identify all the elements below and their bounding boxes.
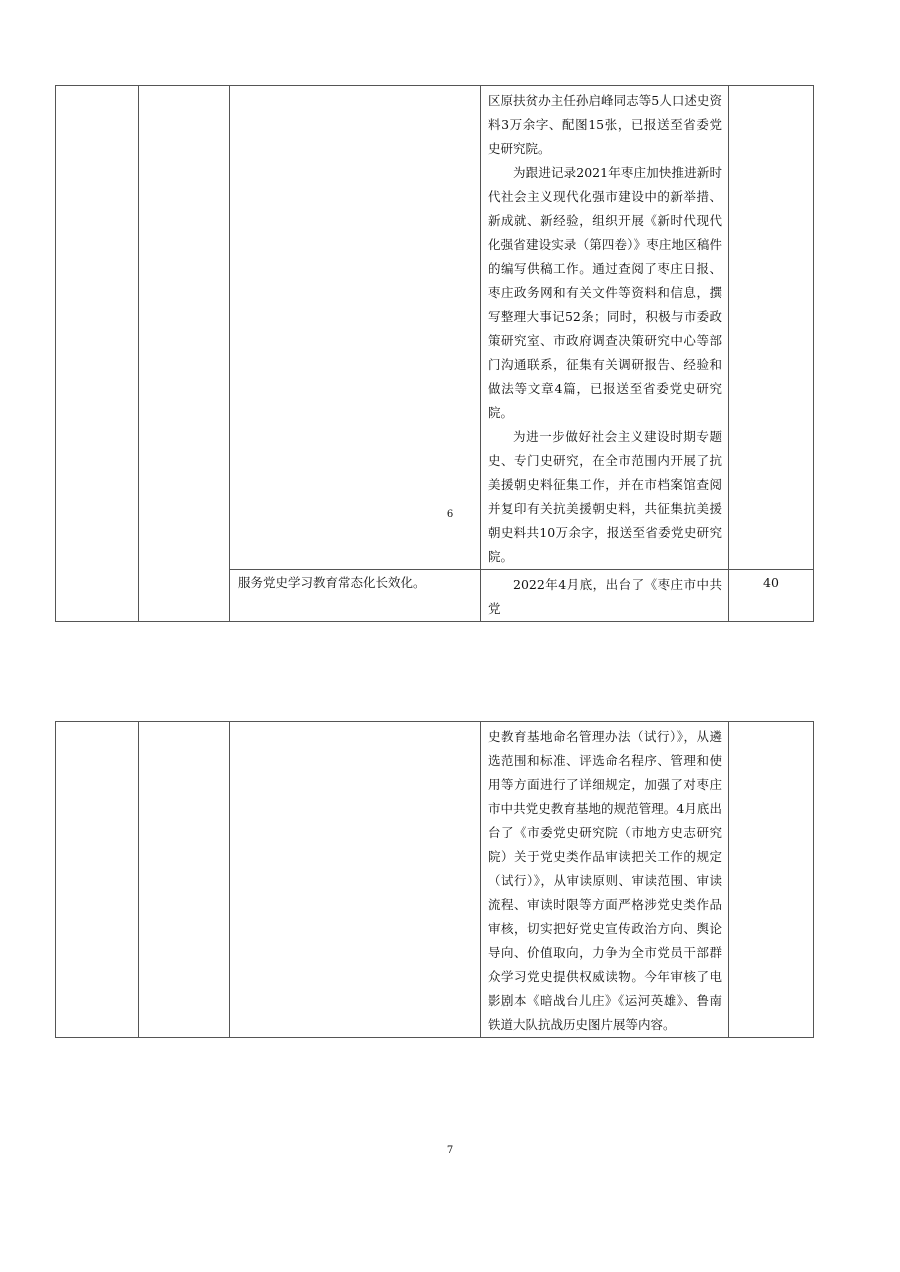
paragraph: 史教育基地命名管理办法（试行）》，从遴选范围和标准、评选命名程序、管理和使用等方面进行了详细规定，加强了对枣庄市中共党史教育基地的规范管理。4月底出台了《市委党史研究院（市地方史志研究院）关于党史类作品审读把关工作的规定（试行）》，从审读原则、审读范围、审读流程、审读时限等方面严格涉党史类作品审核，切实把好党史宣传政治方向、舆论导向、价值取向，力争为全市党员干部群众学习党史提供权威读物。今年审核了电影剧本《暗战台儿庄》《运河英雄》、鲁南铁道大队抗战历史图片展等内容。 <box>488 729 722 1032</box>
paragraph: 为跟进记录2021年枣庄加快推进新时代社会主义现代化强市建设中的新举措、新成就、新经验，组织开展《新时代现代化强省建设实录（第四卷）》枣庄地区稿件的编写供稿工作。通过查阅了枣庄日报、枣庄政务网和有关文件等资料和信息，撰写整理大事记52条；同时，积极与市委政策研究室、市政府调查决策研究中心等部门沟通联系，征集有关调研报告、经验和做法等文章4篇，已报送至省委党史研究院。 <box>488 165 722 420</box>
work-description-cell <box>481 86 729 570</box>
empty-cell <box>729 86 814 570</box>
table-row <box>56 722 814 1038</box>
empty-cell <box>230 722 481 1038</box>
table-page-7 <box>55 721 814 1038</box>
work-description-cell <box>481 722 729 1038</box>
empty-cell <box>56 722 139 1038</box>
paragraph: 2022年4月底，出台了《枣庄市中共党 <box>488 577 722 616</box>
empty-cell <box>230 86 481 570</box>
item-text-cell <box>481 570 729 622</box>
item-label-cell: 服务党史学习教育常态化长效化。 <box>230 570 481 622</box>
table-page-6 <box>55 85 814 622</box>
empty-cell <box>139 86 230 622</box>
empty-cell <box>729 722 814 1038</box>
paragraph: 区原扶贫办主任孙启峰同志等5人口述史资料3万余字、配图15张，已报送至省委党史研究院。 <box>488 93 722 156</box>
empty-cell <box>139 722 230 1038</box>
empty-cell <box>56 86 139 622</box>
page-number: 7 <box>446 1145 454 1156</box>
score-cell: 40 <box>729 570 814 622</box>
table-row <box>56 86 814 570</box>
page-number: 6 <box>446 509 454 520</box>
paragraph: 为进一步做好社会主义建设时期专题史、专门史研究，在全市范围内开展了抗美援朝史料征集工作，并在市档案馆查阅并复印有关抗美援朝史料，共征集抗美援朝史料共10万余字，报送至省委党史研究院。 <box>488 429 722 564</box>
